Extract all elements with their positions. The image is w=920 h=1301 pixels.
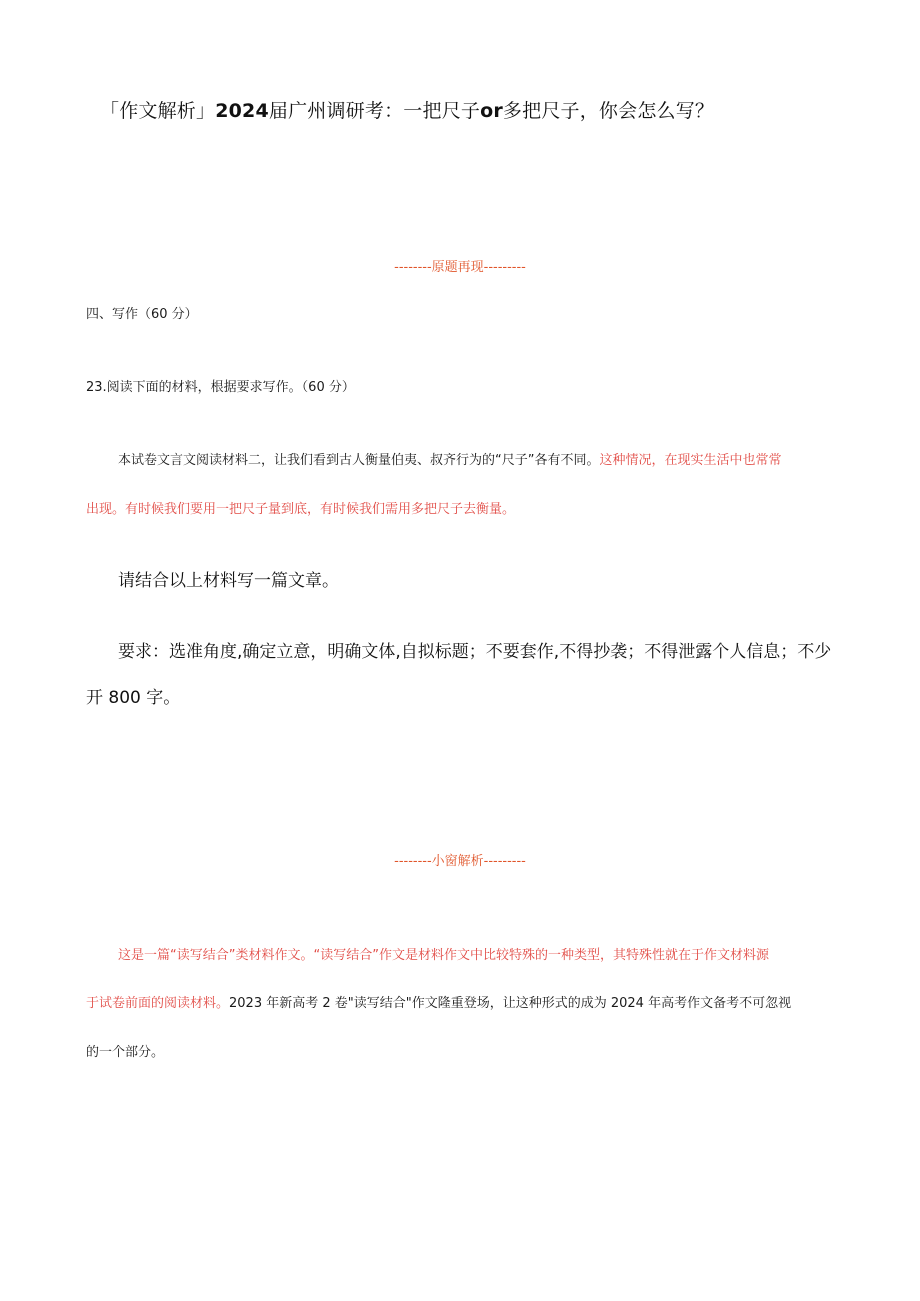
analysis-line-2-black: 2023 年新高考 2 卷"读写结合"作文隆重登场，让这种形式的成为 2024 年高考作文备考不可忽视 (229, 996, 792, 1011)
section-heading: 四、写作（60 分） (86, 307, 198, 322)
requirements-line-1: 要求：选准角度,确定立意，明确文体,自拟标题；不要套作,不得抄袭；不得泄露个人信息；不少 (118, 642, 832, 662)
material-line-2: 出现。有时候我们要用一把尺子量到底，有时候我们需用多把尺子去衡量。 (86, 502, 516, 517)
instruction-text: 请结合以上材料写一篇文章。 (118, 571, 339, 591)
title-mid2: 多把尺子，你会怎么写？ (502, 100, 715, 122)
analysis-line-1: 这是一篇“读写结合”类材料作文。“读写结合”作文是材料作文中比较特殊的一种类型，其特殊性就在于作文材料源 (118, 948, 769, 963)
separator-analysis: --------小窗解析--------- (394, 854, 526, 869)
question-23: 23.阅读下面的材料，根据要求写作。（60 分） (86, 380, 355, 395)
material-line-1 (118, 449, 782, 468)
material-line-1-red: 这种情况，在现实生活中也常常 (599, 453, 782, 468)
page-title (100, 96, 714, 123)
analysis-line-3: 的一个部分。 (86, 1045, 165, 1060)
title-or: or (480, 100, 503, 122)
title-mid1: 届广州调研考：一把尺子 (268, 100, 481, 122)
title-year: 2024 (215, 100, 269, 122)
analysis-line-2-red: 于试卷前面的阅读材料。 (86, 996, 230, 1011)
analysis-line-2 (86, 992, 791, 1011)
separator-original-question: --------原题再现--------- (394, 260, 526, 275)
requirements-line-2: 开 800 字。 (86, 688, 181, 708)
title-prefix: 「作文解析」 (100, 100, 216, 122)
material-line-1-black: 本试卷文言文阅读材料二，让我们看到古人衡量伯夷、叔齐行为的“尺子”各有不同。 (118, 453, 600, 468)
